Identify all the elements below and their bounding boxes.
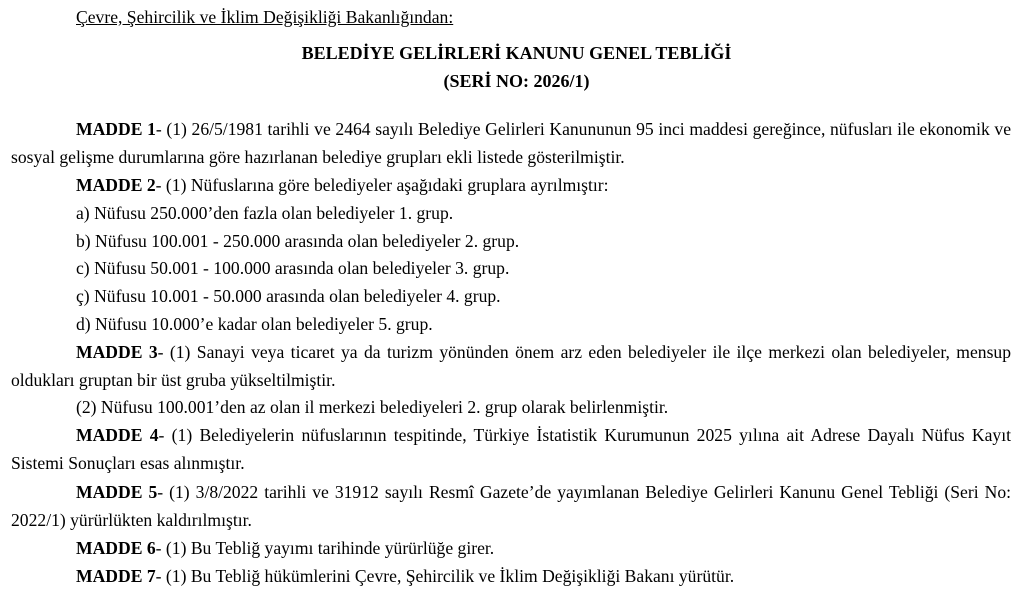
article-3-label: MADDE 3 bbox=[76, 342, 158, 362]
document-series: (SERİ NO: 2026/1) bbox=[443, 71, 590, 91]
article-5 bbox=[11, 479, 1011, 534]
article-7-label: MADDE 7 bbox=[76, 566, 156, 586]
article-3-text: - (1) Sanayi veya ticaret ya da turizm yönünden önem arz eden belediyeler ile ilçe merkezi olan belediyeler, mensup oldukları gruptan bir üst gruba yükseltilmiştir. bbox=[11, 342, 1012, 390]
ministry-heading: Çevre, Şehircilik ve İklim Değişikliği Bakanlığından: bbox=[76, 7, 454, 27]
article-7 bbox=[11, 563, 1011, 591]
article-6-text: - (1) Bu Tebliğ yayımı tarihinde yürürlüğe girer. bbox=[155, 538, 495, 558]
article-1-text: - (1) 26/5/1981 tarihli ve 2464 sayılı Belediye Gelirleri Kanununun 95 inci maddesi gereğince, nüfusları ile ekonomik ve sosyal gelişme durumlarına göre hazırlanan belediye grupları ekli listede gösterilmiştir. bbox=[11, 119, 1011, 167]
article-2-item-d: d) Nüfusu 10.000’e kadar olan belediyeler 5. grup. bbox=[76, 314, 433, 334]
article-3 bbox=[11, 339, 1011, 394]
article-1 bbox=[11, 116, 1011, 171]
article-2-item-b: b) Nüfusu 100.001 - 250.000 arasında olan belediyeler 2. grup. bbox=[76, 231, 520, 251]
document-title: BELEDİYE GELİRLERİ KANUNU GENEL TEBLİĞİ bbox=[301, 43, 732, 63]
article-2-text: - (1) Nüfuslarına göre belediyeler aşağıdaki gruplara ayrılmıştır: bbox=[155, 175, 609, 195]
article-3-paragraph-2: (2) Nüfusu 100.001’den az olan il merkezi belediyeleri 2. grup olarak belirlenmiştir. bbox=[76, 397, 669, 417]
article-6-label: MADDE 6 bbox=[76, 538, 156, 558]
article-2-item-c: c) Nüfusu 50.001 - 100.000 arasında olan belediyeler 3. grup. bbox=[76, 258, 510, 278]
article-2-item-cc: ç) Nüfusu 10.001 - 50.000 arasında olan belediyeler 4. grup. bbox=[76, 286, 501, 306]
article-5-text: - (1) 3/8/2022 tarihli ve 31912 sayılı Resmî Gazete’de yayımlanan Belediye Gelirleri Kanunu Genel Tebliği (Seri No: 2022/1) yürürlükten kaldırılmıştır. bbox=[11, 482, 1011, 530]
article-5-label: MADDE 5 bbox=[76, 482, 158, 502]
article-4-text: - (1) Belediyelerin nüfuslarının tespitinde, Türkiye İstatistik Kurumunun 2025 yılına ait Adrese Dayalı Nüfus Kayıt Sistemi Sonuçları esas alınmıştır. bbox=[11, 425, 1011, 473]
article-4 bbox=[11, 422, 1011, 477]
article-1-label: MADDE 1 bbox=[76, 119, 156, 139]
article-2-item-a: a) Nüfusu 250.000’den fazla olan belediyeler 1. grup. bbox=[76, 203, 454, 223]
article-4-label: MADDE 4 bbox=[76, 425, 159, 445]
article-7-text: - (1) Bu Tebliğ hükümlerini Çevre, Şehircilik ve İklim Değişikliği Bakanı yürütür. bbox=[155, 566, 735, 586]
article-6 bbox=[11, 535, 1011, 563]
article-2-label: MADDE 2 bbox=[76, 175, 156, 195]
article-2 bbox=[11, 172, 1011, 200]
